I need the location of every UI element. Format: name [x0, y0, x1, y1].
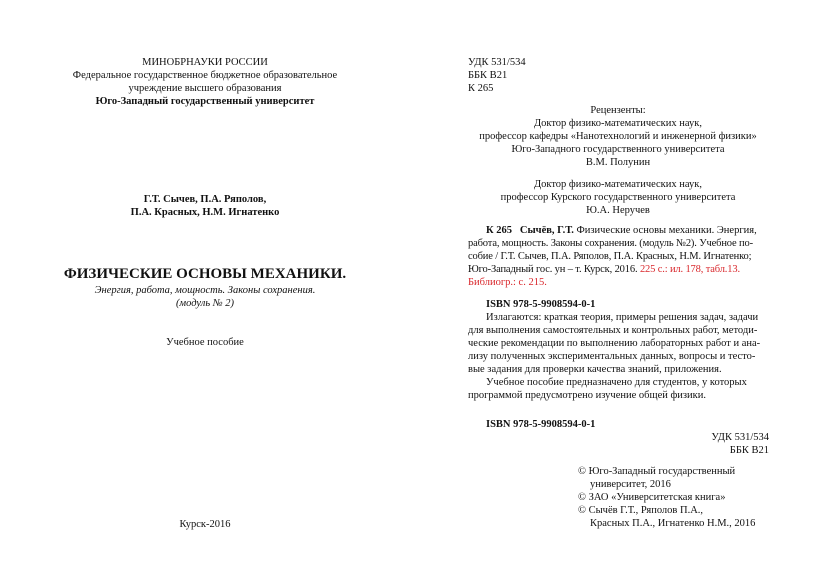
abstract-line-1: Излагаются: краткая теория, примеры решения задач, задачи — [486, 312, 759, 323]
authors-line-1: Г.Т. Сычев, П.А. Ряполов, — [143, 194, 267, 205]
reviewer-1-line-1: Доктор физико-математических наук, — [533, 118, 702, 129]
abstract-line-3: ческие рекомендации по выполнению лабораторных работ и ана- — [468, 338, 761, 349]
copyright-2: © ЗАО «Университетская книга» — [578, 492, 726, 503]
biblio-code: К 265 — [486, 225, 512, 236]
authors-line-2: П.А. Красных, Н.М. Игнатенко — [130, 207, 280, 218]
reviewer-1-line-2: профессор кафедры «Нанотехнологий и инженерной физики» — [479, 131, 757, 142]
biblio-line-3: собие / Г.Т. Сычев, П.А. Ряполов, П.А. Красных, Н.М. Игнатенко; — [468, 251, 752, 262]
biblio-line-4 — [468, 263, 768, 276]
biblio-publisher: Юго-Западный гос. ун – т. Курск, 2016. — [468, 264, 638, 275]
author-mark: К 265 — [468, 83, 494, 94]
city-year: Курск-2016 — [179, 519, 231, 530]
institution-line-2: учреждение высшего образования — [128, 83, 282, 94]
purpose-line-2: программой предусмотрено изучение общей физики. — [468, 390, 707, 401]
university-name: Юго-Западный государственный университет — [95, 96, 315, 107]
reviewer-2-line-1: Доктор физико-математических наук, — [533, 179, 702, 190]
isbn-1: ISBN 978-5-9908594-0-1 — [486, 299, 596, 310]
reviewer-1-name: В.М. Полунин — [585, 157, 651, 168]
copyright-1-line-1: © Юго-Западный государственный — [578, 466, 736, 477]
purpose-line-1: Учебное пособие предназначено для студентов, у которых — [486, 377, 747, 388]
abstract-line-2: для выполнения самостоятельных и контрольных работ, методи- — [468, 325, 758, 336]
ministry: МИНОБРНАУКИ РОССИИ — [142, 57, 268, 68]
biblio-line-1 — [486, 224, 768, 237]
institution-line-1: Федеральное государственное бюджетное образовательное — [72, 70, 338, 81]
biblio-title: Физические основы механики. Энергия, — [576, 225, 757, 236]
isbn-2: ISBN 978-5-9908594-0-1 — [486, 419, 596, 430]
biblio-pages: 225 с.: ил. 178, табл.13. — [639, 264, 740, 275]
reviewers-label: Рецензенты: — [590, 105, 646, 116]
udk-code-2: УДК 531/534 — [711, 432, 769, 443]
reviewer-1-line-3: Юго-Западного государственного университета — [511, 144, 725, 155]
biblio-line-2: работа, мощность. Законы сохранения. (модуль №2). Учебное по- — [468, 238, 753, 249]
book-subtitle-2: (модуль № 2) — [175, 298, 235, 309]
copyright-3-line-2: Красных П.А., Игнатенко Н.М., 2016 — [590, 518, 756, 529]
biblio-author: Сычёв, Г.Т. — [519, 225, 574, 236]
copyright-3-line-1: © Сычёв Г.Т., Ряполов П.А., — [578, 505, 704, 516]
book-title: ФИЗИЧЕСКИЕ ОСНОВЫ МЕХАНИКИ. — [63, 266, 347, 282]
biblio-bibliography: Библиогр.: с. 215. — [468, 277, 547, 288]
abstract-line-4: лизу полученных экспериментальных данных, вопросы и тесто- — [468, 351, 756, 362]
book-subtitle-1: Энергия, работа, мощность. Законы сохранения. — [94, 285, 316, 296]
reviewer-2-name: Ю.А. Неручев — [586, 205, 650, 216]
bbk-code: ББК В21 — [468, 70, 508, 81]
copyright-1-line-2: университет, 2016 — [590, 479, 671, 490]
bbk-code-2: ББК В21 — [729, 445, 769, 456]
reviewer-2-line-2: профессор Курского государственного университета — [500, 192, 736, 203]
udk-code: УДК 531/534 — [468, 57, 526, 68]
abstract-line-5: вые задания для проверки качества знаний, приложения. — [468, 364, 722, 375]
publication-type: Учебное пособие — [166, 337, 244, 348]
